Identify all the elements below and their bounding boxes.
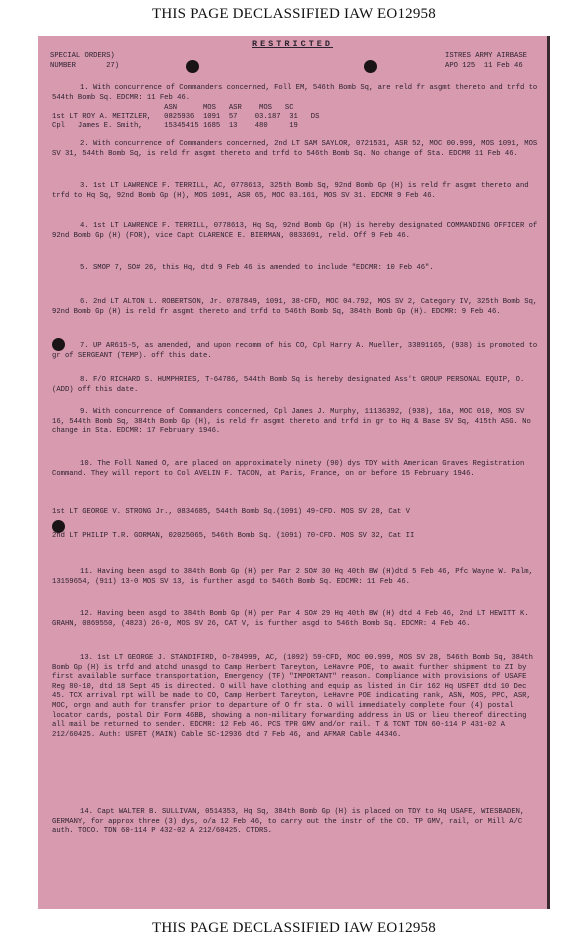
order-paragraph-2: 2. With concurrence of Commanders concerned, 2nd LT SAM SAYLOR, 0721531, ASR 52, MOC 00.999, MOS 1091, MOS SV 31, 544th Bomb Sq, is reld fr asgmt thereto and trfd to 546th Bomb Sq. No change of Sta. EDCMR 11 Feb 46. <box>52 140 538 158</box>
table-row: Cpl James E. Smith, 15345415 1685 13 480 19 <box>52 122 298 130</box>
table-header: ASN MOS ASR MOS SC <box>52 104 294 112</box>
special-orders-header: SPECIAL ORDERS) NUMBER 27) <box>50 52 120 70</box>
order-paragraph-9: 9. With concurrence of Commanders concerned, Cpl James J. Murphy, 11136392, (938), 16a, MOC 010, MOS SV 16, 544th Bomb Sq, 384th Bomb Gp (H), is reld fr asgmt thereto and trfd in gr to Hq & Base SV Sq, 415th ASG. No change in Sta. EDCMR: 17 February 1946. <box>52 408 531 436</box>
order-paragraph-8: 8. F/O RICHARD S. HUMPHRIES, T-64786, 544th Bomb Sq is hereby designated Ass't GROUP PERSONAL EQUIP, O. (ADD) off this date. <box>52 376 525 394</box>
restricted-heading: RESTRICTED <box>251 39 333 49</box>
order-paragraph-14: 14. Capt WALTER B. SULLIVAN, 0514353, Hq Sq, 384th Bomb Gp (H) is placed on TDY to Hq USAFE, WIESBADEN, GERMANY, for approx three (3) dys, o/a 12 Feb 46, to carry out the instr of the CO. TP GMV, rail, or Mill A/C auth. TOCO. TDN 60-114 P 432-02 A 212/60425. CTDRS. <box>52 808 525 836</box>
order-paragraph-7: 7. UP AR615-5, as amended, and upon recomm of his CO, Cpl Harry A. Mueller, 33891165, (938) is promoted to gr of SERGEANT (TEMP). off this date. <box>52 342 538 360</box>
base-date-header: ISTRES ARMY AIRBASE APO 125 11 Feb 46 <box>445 52 527 70</box>
list-item: 1st LT GEORGE V. STRONG Jr., 0834685, 544th Bomb Sq.(1091) 49-CFD. MOS SV 28, Cat V <box>52 508 410 516</box>
order-paragraph-5: 5. SMOP 7, SO# 26, this Hq, dtd 9 Feb 46 is amended to include "EDCMR: 10 Feb 46". <box>80 264 434 272</box>
document-page <box>38 36 550 909</box>
list-item: 2nd LT PHILIP T.R. GORMAN, 02025065, 546th Bomb Sq. (1091) 70-CFD. MOS SV 32, Cat II <box>52 532 415 540</box>
order-paragraph-10: 10. The Foll Named O, are placed on approximately ninety (90) dys TDY with American Graves Registration Command. They will report to Col AVELIN F. TACON, at Paris, France, on or before 15 February 1946. <box>52 460 525 478</box>
order-paragraph-11: 11. Having been asgd to 384th Bomb Gp (H) per Par 2 SO# 30 Hq 40th BW (H)dtd 5 Feb 46, Pfc Wayne W. Palm, 13159654, (911) 13-0 MOS SV 13, is further asgd to 546th Bomb Sq. EDCMR: 11 Feb 46. <box>52 568 533 586</box>
order-paragraph-4: 4. 1st LT LAWRENCE F. TERRILL, 0778613, Hq Sq, 92nd Bomb Gp (H) is hereby designated COMMANDING OFFICER of 92nd Bomb Gp (H) (FOR), vice Capt CLARENCE E. BIERMAN, 0833691, reld. Off 9 Feb 46. <box>52 222 538 240</box>
declassified-banner-top: THIS PAGE DECLASSIFIED IAW EO12958 <box>152 6 436 22</box>
punch-hole <box>364 60 377 73</box>
table-row: 1st LT ROY A. MEITZLER, 0825936 1091 57 03.187 31 DS <box>52 113 320 121</box>
order-paragraph-13: 13. 1st LT GEORGE J. STANDIFIRD, O-784999, AC, (1092) 59-CFD, MOC 00.999, MOS SV 28, 546th Bomb Sq, 384th Bomb Gp (H) is trfd and atchd unasgd to Camp Herbert Tareyton, LeHavre POE, to await further shipment to ZI by first available surface transportation, Emergency (TF) "IMPORTANT" reason. Compliance with provisions of USAFE Reg 80-10, dtd 18 Sept 45 is directed. O will have clothing and equip as listed in Cir 162 Hq USFET dtd 10 Dec 45. TCX arrival rpt will be made to CO, Camp Herbert Tareyton, LeHavre POE indicating rank, ASN, MOS, PPC, ASR, MOC, orgn and auth for transfer prior to departure of O fr sta. O will immediately complete four (4) postal locator cards, postal Dir Form 46BB, showing a non-military forwarding address in US or lieu thereof directing all mail be returned to sender. EDCMR: 12 Feb 46. PCS TPR GMV and/or rail. T & TCNT TDN 60-114 P 431-02 A 212/60425. Auth: USFET (MAIN) Cable SC-12936 dtd 7 Feb 46, and AFMAR Cable 44346. <box>52 654 533 739</box>
order-paragraph-3: 3. 1st LT LAWRENCE F. TERRILL, AC, 0778613, 325th Bomb Sq, 92nd Bomb Gp (H) is reld fr asgmt thereto and trfd to Hq Sq, 92nd Bomb Gp (H), MOS 1091, ASR 65, MOC 03.161, MOS SV 31. EDCMR 9 Feb 46. <box>52 182 529 200</box>
declassified-banner-bottom: THIS PAGE DECLASSIFIED IAW EO12958 <box>152 920 436 936</box>
order-paragraph-6: 6. 2nd LT ALTON L. ROBERTSON, Jr. 0787849, 1091, 38-CFD, MOC 04.792, MOS SV 2, Category IV, 325th Bomb Sq, 92nd Bomb Gp (H) is reld fr asgmt thereto and trfd to 546th Bomb Sq, 384th Bomb Gp (H). EDCMR: 9 Feb 46. <box>52 298 538 316</box>
order-paragraph-12: 12. Having been asgd to 384th Bomb Gp (H) per Par 4 SO# 29 Hq 40th BW (H) dtd 4 Feb 46, 2nd LT HEWITT K. GRAHN, 0869550, (4823) 26-0, MOS SV 26, CAT V, is further asgd to 546th Bomb Sq. EDCMR: 4 Feb 46. <box>52 610 529 628</box>
order-paragraph-1: 1. With concurrence of Commanders concerned, Foll EM, 546th Bomb Sq, are reld fr asgmt thereto and trfd to 544th Bomb Sq. EDCMR: 11 Feb 46. <box>52 84 538 102</box>
punch-hole <box>186 60 199 73</box>
